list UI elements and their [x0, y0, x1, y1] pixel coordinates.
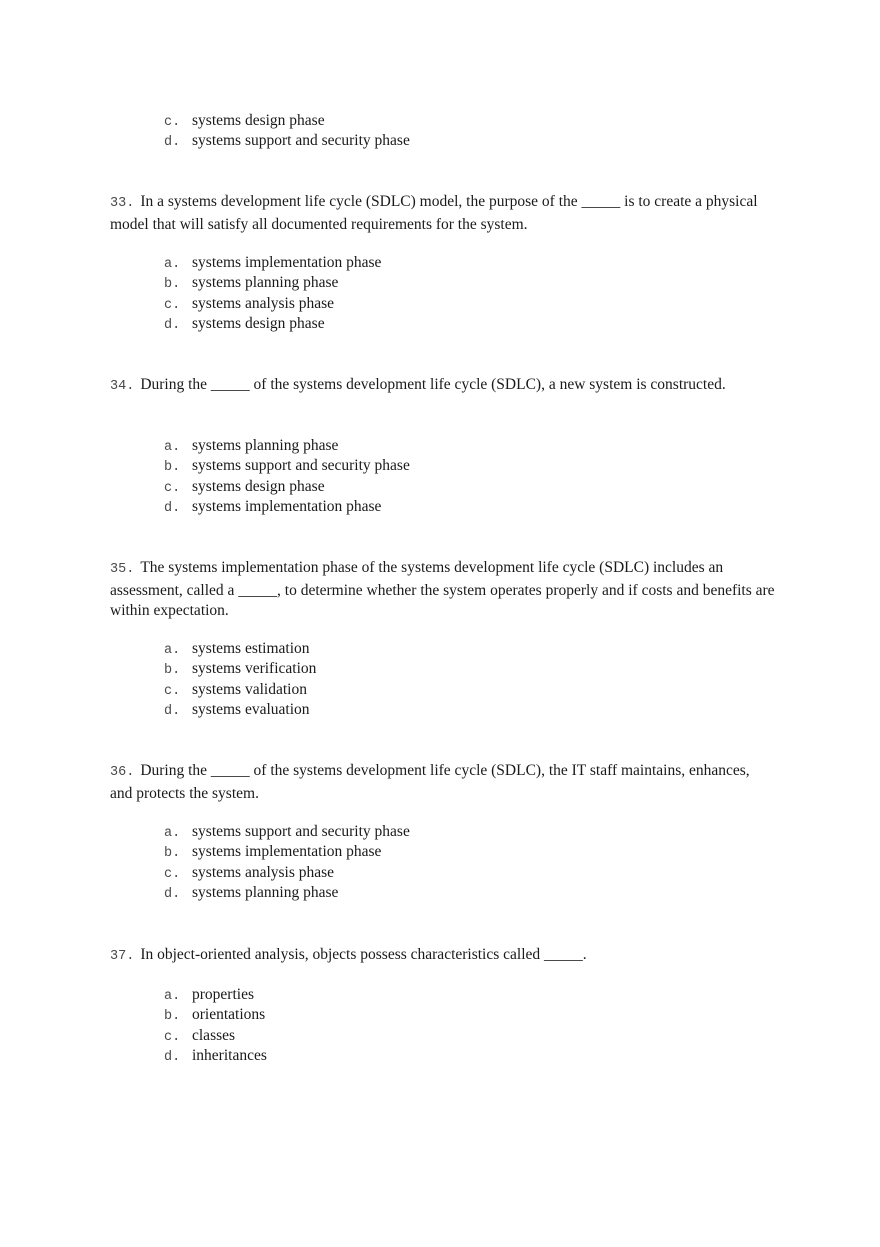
question-text: During the _____ of the systems development life cycle (SDLC), the IT staff maintains, enhances, and protects the system. [110, 762, 750, 802]
choice-text: systems support and security phase [192, 823, 410, 840]
question-34 [110, 375, 775, 398]
choice-letter: c. [164, 297, 181, 313]
choice-text: systems design phase [192, 477, 325, 495]
question-34-choices [164, 436, 804, 517]
choice-letter: c. [164, 683, 181, 699]
choice-c [164, 111, 804, 131]
question-33-choices [164, 253, 804, 334]
question-35 [110, 558, 775, 622]
question-35-choices [164, 639, 804, 720]
choice-text: systems analysis phase [192, 863, 335, 881]
choice-letter: b. [164, 1009, 181, 1025]
choice-a [164, 436, 804, 456]
choice-d [164, 700, 804, 720]
choice-text: systems planning phase [192, 274, 339, 292]
choice-text: systems support and security phase [192, 132, 410, 150]
choice-b [164, 456, 804, 476]
choice-text: systems implementation phase [192, 254, 382, 271]
choice-letter: a. [164, 826, 181, 841]
choice-text: systems analysis phase [192, 294, 335, 312]
question-number: 37. [110, 949, 135, 964]
choice-a [164, 253, 804, 273]
continued-choices [164, 111, 804, 152]
choice-letter: d. [164, 500, 181, 516]
choice-text: systems validation [192, 680, 307, 698]
choice-letter: b. [164, 277, 181, 293]
choice-text: systems design phase [192, 314, 325, 332]
choice-c [164, 294, 804, 314]
choice-c [164, 863, 804, 883]
choice-b [164, 842, 804, 862]
question-number: 34. [110, 379, 135, 394]
choice-c [164, 477, 804, 497]
choice-text: orientations [192, 1006, 266, 1024]
question-text: The systems implementation phase of the systems development life cycle (SDLC) includes an assessment, called a _____, to determine whether the system operates properly and if costs and benefits are within expectation. [110, 559, 775, 619]
question-number: 36. [110, 765, 135, 780]
choice-d [164, 497, 804, 517]
choice-d [164, 314, 804, 334]
choice-text: systems implementation phase [192, 497, 382, 515]
choice-letter: a. [164, 989, 181, 1004]
choice-letter: b. [164, 460, 181, 476]
choice-d [164, 131, 804, 151]
choice-c [164, 1026, 804, 1046]
question-number: 35. [110, 562, 135, 577]
choice-text: systems design phase [192, 112, 325, 129]
choice-text: systems planning phase [192, 437, 339, 454]
choice-letter: b. [164, 663, 181, 679]
choice-text: properties [192, 986, 254, 1003]
choice-b [164, 1005, 804, 1025]
choice-text: systems estimation [192, 640, 310, 657]
choice-letter: c. [164, 866, 181, 882]
choice-b [164, 659, 804, 679]
choice-a [164, 822, 804, 842]
question-36-choices [164, 822, 804, 903]
question-number: 33. [110, 196, 135, 211]
choice-letter: a. [164, 257, 181, 272]
choice-letter: a. [164, 643, 181, 658]
question-text: In object-oriented analysis, objects possess characteristics called _____. [140, 946, 587, 963]
question-37-choices [164, 985, 804, 1066]
question-text: During the _____ of the systems development life cycle (SDLC), a new system is constructed. [140, 376, 726, 393]
choice-a [164, 639, 804, 659]
choice-text: systems implementation phase [192, 843, 382, 861]
choice-c [164, 680, 804, 700]
choice-letter: d. [164, 317, 181, 333]
choice-text: systems planning phase [192, 883, 339, 901]
choice-letter: d. [164, 1049, 181, 1065]
choice-a [164, 985, 804, 1005]
question-33 [110, 192, 775, 235]
choice-letter: d. [164, 886, 181, 902]
choice-letter: c. [164, 115, 181, 130]
choice-letter: c. [164, 480, 181, 496]
choice-d [164, 1046, 804, 1066]
question-36 [110, 761, 775, 804]
choice-text: systems evaluation [192, 700, 310, 718]
choice-letter: a. [164, 440, 181, 455]
choice-letter: d. [164, 703, 181, 719]
choice-letter: d. [164, 135, 181, 151]
question-text: In a systems development life cycle (SDLC) model, the purpose of the _____ is to create a physical model that will satisfy all documented requirements for the system. [110, 193, 758, 233]
choice-letter: b. [164, 846, 181, 862]
choice-text: systems support and security phase [192, 457, 410, 475]
question-37 [110, 945, 775, 968]
choice-d [164, 883, 804, 903]
choice-b [164, 273, 804, 293]
choice-text: systems verification [192, 660, 317, 678]
choice-letter: c. [164, 1029, 181, 1045]
choice-text: inheritances [192, 1046, 267, 1064]
choice-text: classes [192, 1026, 236, 1044]
